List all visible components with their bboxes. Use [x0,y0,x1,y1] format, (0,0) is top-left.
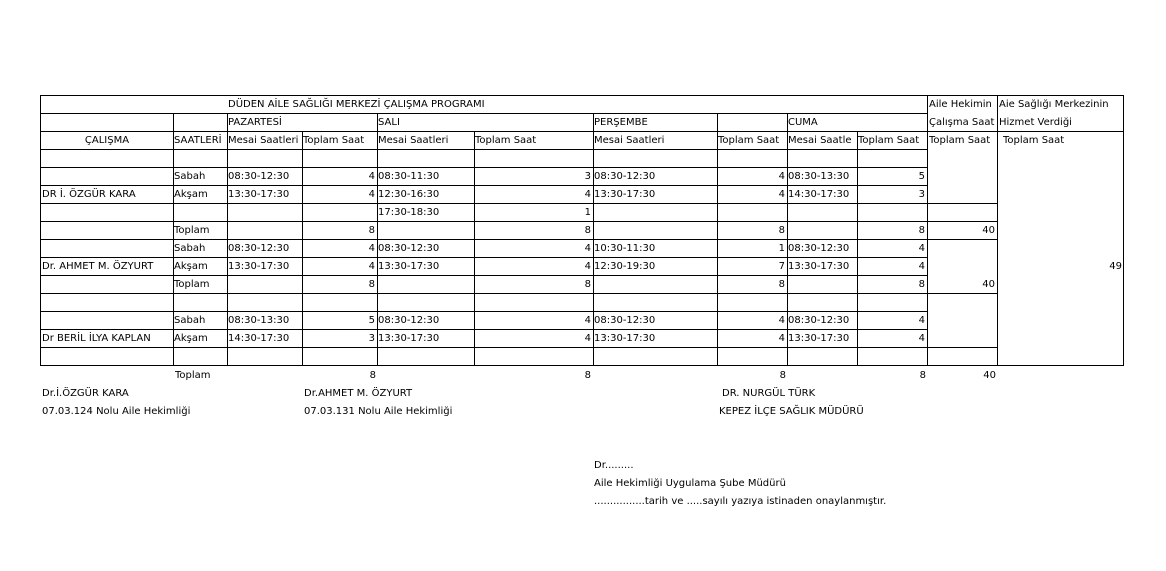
cell-total: 3 [368,333,375,344]
cell-total: 3 [918,189,925,200]
cell-time: 17:30-18:30 [378,207,440,218]
cell-total: 7 [778,261,785,272]
cell-time: 08:30-12:30 [378,315,440,326]
cell-time: 13:30-17:30 [788,261,850,272]
cell-time: 13:30-17:30 [788,333,850,344]
row-label-sabah: Sabah [174,243,206,254]
total-thu: 8 [778,225,785,236]
grid-line [997,95,998,366]
total-fri: 8 [918,279,925,290]
col-mesai-fri: Mesai Saatle [788,135,852,146]
cell-total: 4 [918,243,925,254]
col-mesai-thu: Mesai Saatleri [594,135,665,146]
day-monday: PAZARTESİ [228,117,282,128]
row-label-sabah: Sabah [174,171,206,182]
signature-name-3: DR. NURGÜL TÜRK [722,388,816,399]
cell-total: 4 [778,171,785,182]
total-fri: 8 [919,370,926,381]
cell-total: 4 [778,189,785,200]
cell-time: 13:30-17:30 [594,333,656,344]
total-week: 40 [983,370,996,381]
total-thu: 8 [779,370,786,381]
cell-time: 08:30-12:30 [378,243,440,254]
grid-line [928,347,998,348]
cell-time: 12:30-16:30 [378,189,440,200]
col-calisma: ÇALIŞMA [84,135,130,146]
col-toplam-fri: Toplam Saat [858,135,920,146]
total-mon: 8 [368,225,375,236]
cell-total: 4 [368,261,375,272]
col-mesai-mon: Mesai Saatleri [228,135,299,146]
row-label-toplam: Toplam [175,370,211,381]
center-total: 49 [1109,261,1122,272]
col-toplam-merkez: Toplam Saat [1003,135,1065,146]
schedule-table [40,95,1124,365]
cell-time: 13:30-17:30 [228,261,290,272]
cell-total: 4 [584,333,591,344]
cell-time: 10:30-11:30 [594,243,656,254]
cell-total: 4 [778,315,785,326]
total-tue: 8 [584,225,591,236]
total-week: 40 [982,225,995,236]
grid-line [927,95,928,366]
cell-total: 4 [584,243,591,254]
total-thu: 8 [778,279,785,290]
row-label-toplam: Toplam [174,279,210,290]
signature-unit-3: KEPEZ İLÇE SAĞLIK MÜDÜRÜ [719,406,864,417]
signature-unit-2: 07.03.131 Nolu Aile Hekimliği [304,406,453,417]
cell-time: 13:30-17:30 [378,261,440,272]
doctor-name: Dr. AHMET M. ÖZYURT [42,261,154,272]
total-fri: 8 [918,225,925,236]
cell-time: 08:30-12:30 [594,315,656,326]
total-tue: 8 [584,370,591,381]
total-week: 40 [982,279,995,290]
cell-time: 14:30-17:30 [228,333,290,344]
col-toplam-thu: Toplam Saat [718,135,780,146]
grid-line [1123,95,1124,366]
cell-total: 4 [368,243,375,254]
cell-time: 08:30-12:30 [594,171,656,182]
signature-unit-1: 07.03.124 Nolu Aile Hekimliği [42,406,191,417]
col-toplam-mon: Toplam Saat [303,135,365,146]
aile-hekimi-header-2: Çalışma Saat [929,117,995,128]
cell-time: 08:30-12:30 [228,171,290,182]
aile-hekimi-header: Aile Hekimin [929,99,992,110]
total-mon: 8 [369,370,376,381]
cell-time: 13:30-17:30 [378,333,440,344]
cell-time: 13:30-17:30 [594,189,656,200]
total-mon: 8 [368,279,375,290]
merkez-header: Aie Sağlığı Merkezinin [999,99,1109,110]
col-mesai-tue: Mesai Saatleri [378,135,449,146]
cell-total: 4 [584,315,591,326]
cell-time: 13:30-17:30 [228,189,290,200]
cell-time: 12:30-19:30 [594,261,656,272]
row-label-aksam: Akşam [174,261,208,272]
doctor-name: Dr BERİL İLYA KAPLAN [42,333,151,344]
cell-total: 1 [584,207,591,218]
cell-total: 4 [778,333,785,344]
doctor-name: DR İ. ÖZGÜR KARA [42,189,136,200]
cell-total: 4 [584,189,591,200]
cell-time: 08:30-12:30 [788,243,850,254]
cell-total: 5 [918,171,925,182]
col-toplam-aile: Toplam Saat [929,135,991,146]
cell-time: 14:30-17:30 [788,189,850,200]
total-tue: 8 [584,279,591,290]
grid-line [928,203,998,204]
col-toplam-tue: Toplam Saat [475,135,537,146]
cell-time: 08:30-13:30 [788,171,850,182]
row-label-sabah: Sabah [174,315,206,326]
cell-total: 4 [918,261,925,272]
cell-total: 4 [584,261,591,272]
cell-time: 08:30-12:30 [788,315,850,326]
table-title: DÜDEN AİLE SAĞLIĞI MERKEZİ ÇALIŞMA PROGRAMI [228,99,485,110]
approval-title: Aile Hekimliği Uygulama Şube Müdürü [594,478,786,489]
day-friday: CUMA [788,117,818,128]
cell-total: 5 [368,315,375,326]
approval-dr: Dr......... [594,460,634,471]
col-saatleri: SAATLERİ [174,135,222,146]
cell-total: 4 [368,171,375,182]
day-thursday: PERŞEMBE [594,117,648,128]
cell-time: 08:30-13:30 [228,315,290,326]
row-label-aksam: Akşam [174,333,208,344]
cell-total: 4 [368,189,375,200]
cell-total: 4 [918,333,925,344]
cell-total: 4 [918,315,925,326]
merkez-header-2: Hizmet Verdiği [999,117,1072,128]
cell-time: 08:30-12:30 [228,243,290,254]
day-tuesday: SALI [378,117,400,128]
grid-line [40,365,1124,366]
row-label-aksam: Akşam [174,189,208,200]
cell-total: 3 [584,171,591,182]
cell-time: 08:30-11:30 [378,171,440,182]
approval-text: ................tarih ve .....sayılı yazıya istinaden onaylanmıştır. [594,496,887,507]
cell-total: 1 [778,243,785,254]
signature-name-1: Dr.İ.ÖZGÜR KARA [42,388,129,399]
signature-name-2: Dr.AHMET M. ÖZYURT [304,388,413,399]
row-label-toplam: Toplam [174,225,210,236]
